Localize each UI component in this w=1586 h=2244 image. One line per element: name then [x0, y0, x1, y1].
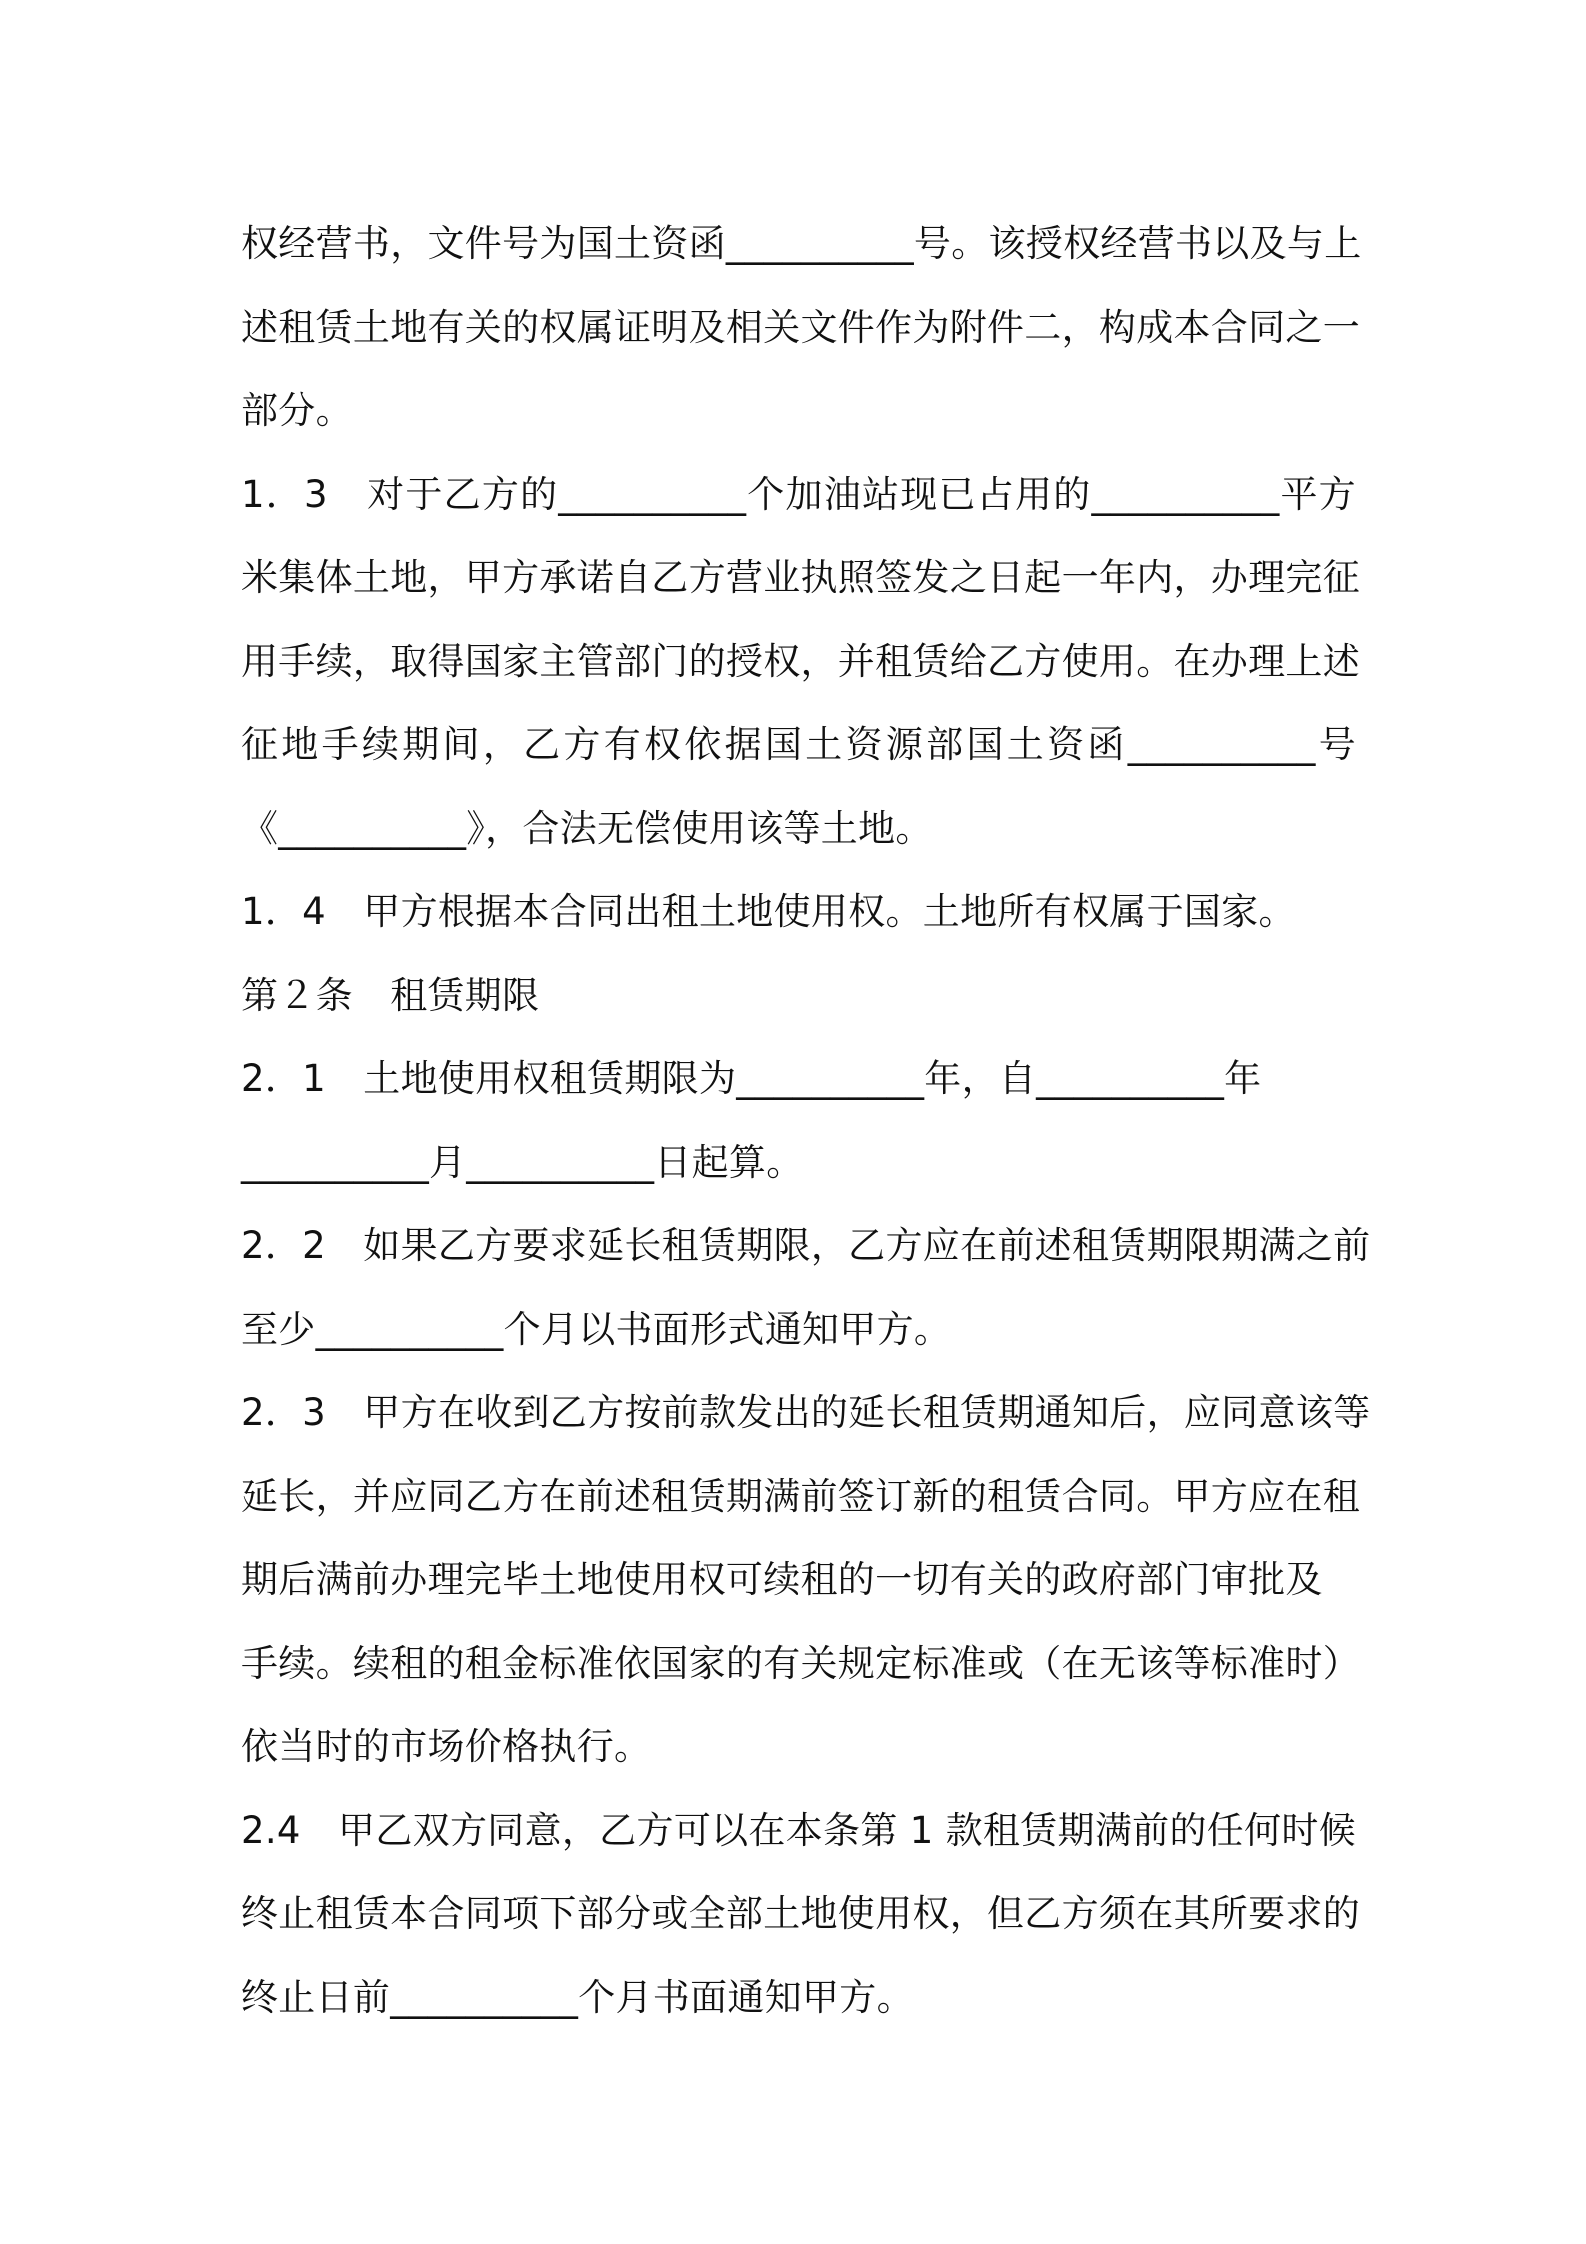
text-line: 米集体土地，甲方承诺自乙方营业执照签发之日起一年内，办理完征: [241, 556, 1360, 599]
clause-2-2: 2．2 如果乙方要求延长租赁期限，乙方应在前述租赁期限期满之前: [241, 1224, 1371, 1267]
article-2-heading: 第２条 租赁期限: [241, 973, 540, 1017]
text-line: 述租赁土地有关的权属证明及相关文件作为附件二，构成本合同之一: [241, 305, 1360, 349]
text-line: __________月__________日起算。: [241, 1140, 804, 1184]
clause-2-1: 2．1 土地使用权租赁期限为__________年，自__________年: [241, 1057, 1262, 1100]
text-line: 权经营书，文件号为国土资函__________号。该授权经营书以及与上: [241, 222, 1362, 265]
clause-1-3: 1．3 对于乙方的__________个加油站现已占用的__________平方: [241, 472, 1356, 516]
text-line: 手续。续租的租金标准依国家的有关规定标准或（在无该等标准时）: [241, 1641, 1360, 1685]
text-line: 期后满前办理完毕土地使用权可续租的一切有关的政府部门审批及: [241, 1558, 1323, 1601]
text-line: 终止日前__________个月书面通知甲方。: [241, 1975, 914, 2019]
text-line: 至少__________个月以书面形式通知甲方。: [241, 1307, 952, 1351]
contract-body: [241, 202, 1371, 2039]
text-line: 《__________》，合法无偿使用该等土地。: [241, 806, 933, 850]
text-line: 依当时的市场价格执行。: [241, 1725, 652, 1768]
text-line: 征地手续期间，乙方有权依据国土资源部国土资函__________号: [241, 723, 1356, 766]
text-line: 部分。: [241, 389, 353, 432]
clause-2-4: 2.4 甲乙双方同意，乙方可以在本条第 1 款租赁期满前的任何时候: [241, 1808, 1356, 1852]
text-line: 终止租赁本合同项下部分或全部土地使用权，但乙方须在其所要求的: [241, 1892, 1360, 1935]
clause-1-4: 1．4 甲方根据本合同出租土地使用权。土地所有权属于国家。: [241, 890, 1296, 933]
text-line: 用手续，取得国家主管部门的授权，并租赁给乙方使用。在办理上述: [241, 639, 1360, 683]
clause-2-3: 2．3 甲方在收到乙方按前款发出的延长租赁期通知后，应同意该等: [241, 1391, 1371, 1434]
text-line: 延长，并应同乙方在前述租赁期满前签订新的租赁合同。甲方应在租: [241, 1474, 1360, 1518]
